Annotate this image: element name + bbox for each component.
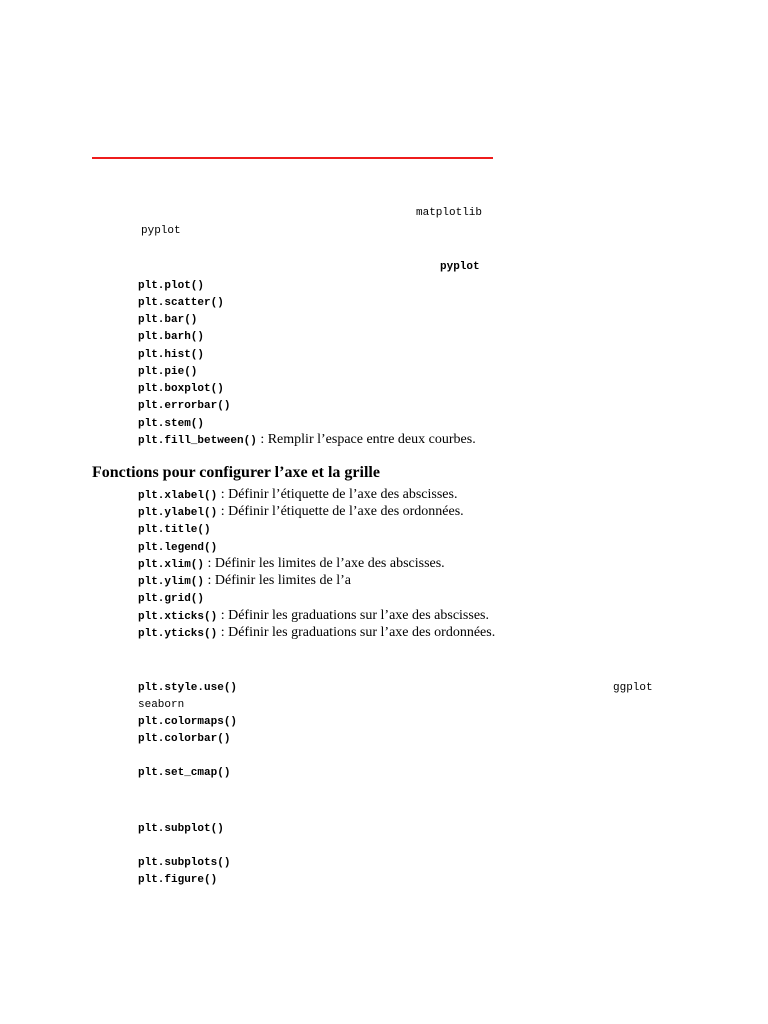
list-item (138, 520, 211, 538)
function-desc: : Définir les graduations sur l’axe des ordonnées. (217, 625, 496, 640)
pyplot-word: pyplot (141, 225, 181, 237)
function-code: plt.xlim() (138, 559, 205, 571)
seaborn-word: seaborn (138, 699, 185, 711)
list-item (138, 486, 457, 504)
list-item (138, 589, 204, 607)
list-item (138, 624, 495, 642)
function-code: plt.xlabel() (138, 490, 218, 502)
subplot-code: plt.subplot() (138, 823, 224, 835)
function-code: plt.xticks() (138, 611, 218, 623)
function-code: plt.title() (138, 524, 211, 536)
list-item (138, 414, 204, 432)
function-desc: : Remplir l’espace entre deux courbes. (256, 432, 476, 447)
function-code: plt.fill_between() (138, 435, 257, 447)
list-item (138, 396, 230, 414)
list-item (138, 345, 204, 363)
function-code: plt.yticks() (138, 628, 218, 640)
function-code: plt.stem() (138, 418, 205, 430)
set-cmap-code: plt.set_cmap() (138, 767, 231, 779)
list-item (138, 503, 464, 521)
colormaps-code: plt.colormaps() (138, 716, 238, 728)
matplotlib-word: matplotlib (416, 207, 483, 219)
list-item (138, 572, 351, 590)
red-title-rule (92, 157, 493, 159)
function-code: plt.grid() (138, 593, 205, 605)
list-item (138, 276, 204, 294)
function-code: plt.barh() (138, 331, 205, 343)
function-code: plt.boxplot() (138, 383, 224, 395)
list-item (138, 538, 217, 556)
list-item (138, 555, 445, 573)
list-item (138, 293, 224, 311)
list-item (138, 362, 197, 380)
function-code: plt.ylabel() (138, 507, 218, 519)
section-heading: Fonctions pour configurer l’axe et la grille (92, 464, 380, 481)
style-use-code: plt.style.use() (138, 682, 238, 694)
function-code: plt.bar() (138, 314, 198, 326)
list-item (138, 310, 197, 328)
function-desc: : Définir les limites de l’a (204, 573, 351, 588)
function-desc: : Définir les graduations sur l’axe des abscisses. (217, 608, 489, 623)
function-desc: : Définir les limites de l’axe des abscisses. (204, 556, 445, 571)
list-item (138, 431, 476, 449)
list-item (138, 379, 224, 397)
subplots-code: plt.subplots() (138, 857, 231, 869)
list-item (138, 607, 489, 625)
ggplot-word: ggplot (613, 682, 653, 694)
figure-code: plt.figure() (138, 874, 218, 886)
function-code: plt.ylim() (138, 576, 205, 588)
function-code: plt.plot() (138, 280, 205, 292)
function-code: plt.scatter() (138, 297, 224, 309)
function-code: plt.legend() (138, 542, 218, 554)
function-code: plt.errorbar() (138, 400, 231, 412)
pyplot-bold-word: pyplot (440, 261, 480, 273)
function-code: plt.pie() (138, 366, 198, 378)
function-desc: : Définir l’étiquette de l’axe des ordonnées. (217, 504, 464, 519)
colorbar-code: plt.colorbar() (138, 733, 231, 745)
list-item (138, 327, 204, 345)
function-desc: : Définir l’étiquette de l’axe des abscisses. (217, 487, 458, 502)
function-code: plt.hist() (138, 349, 205, 361)
